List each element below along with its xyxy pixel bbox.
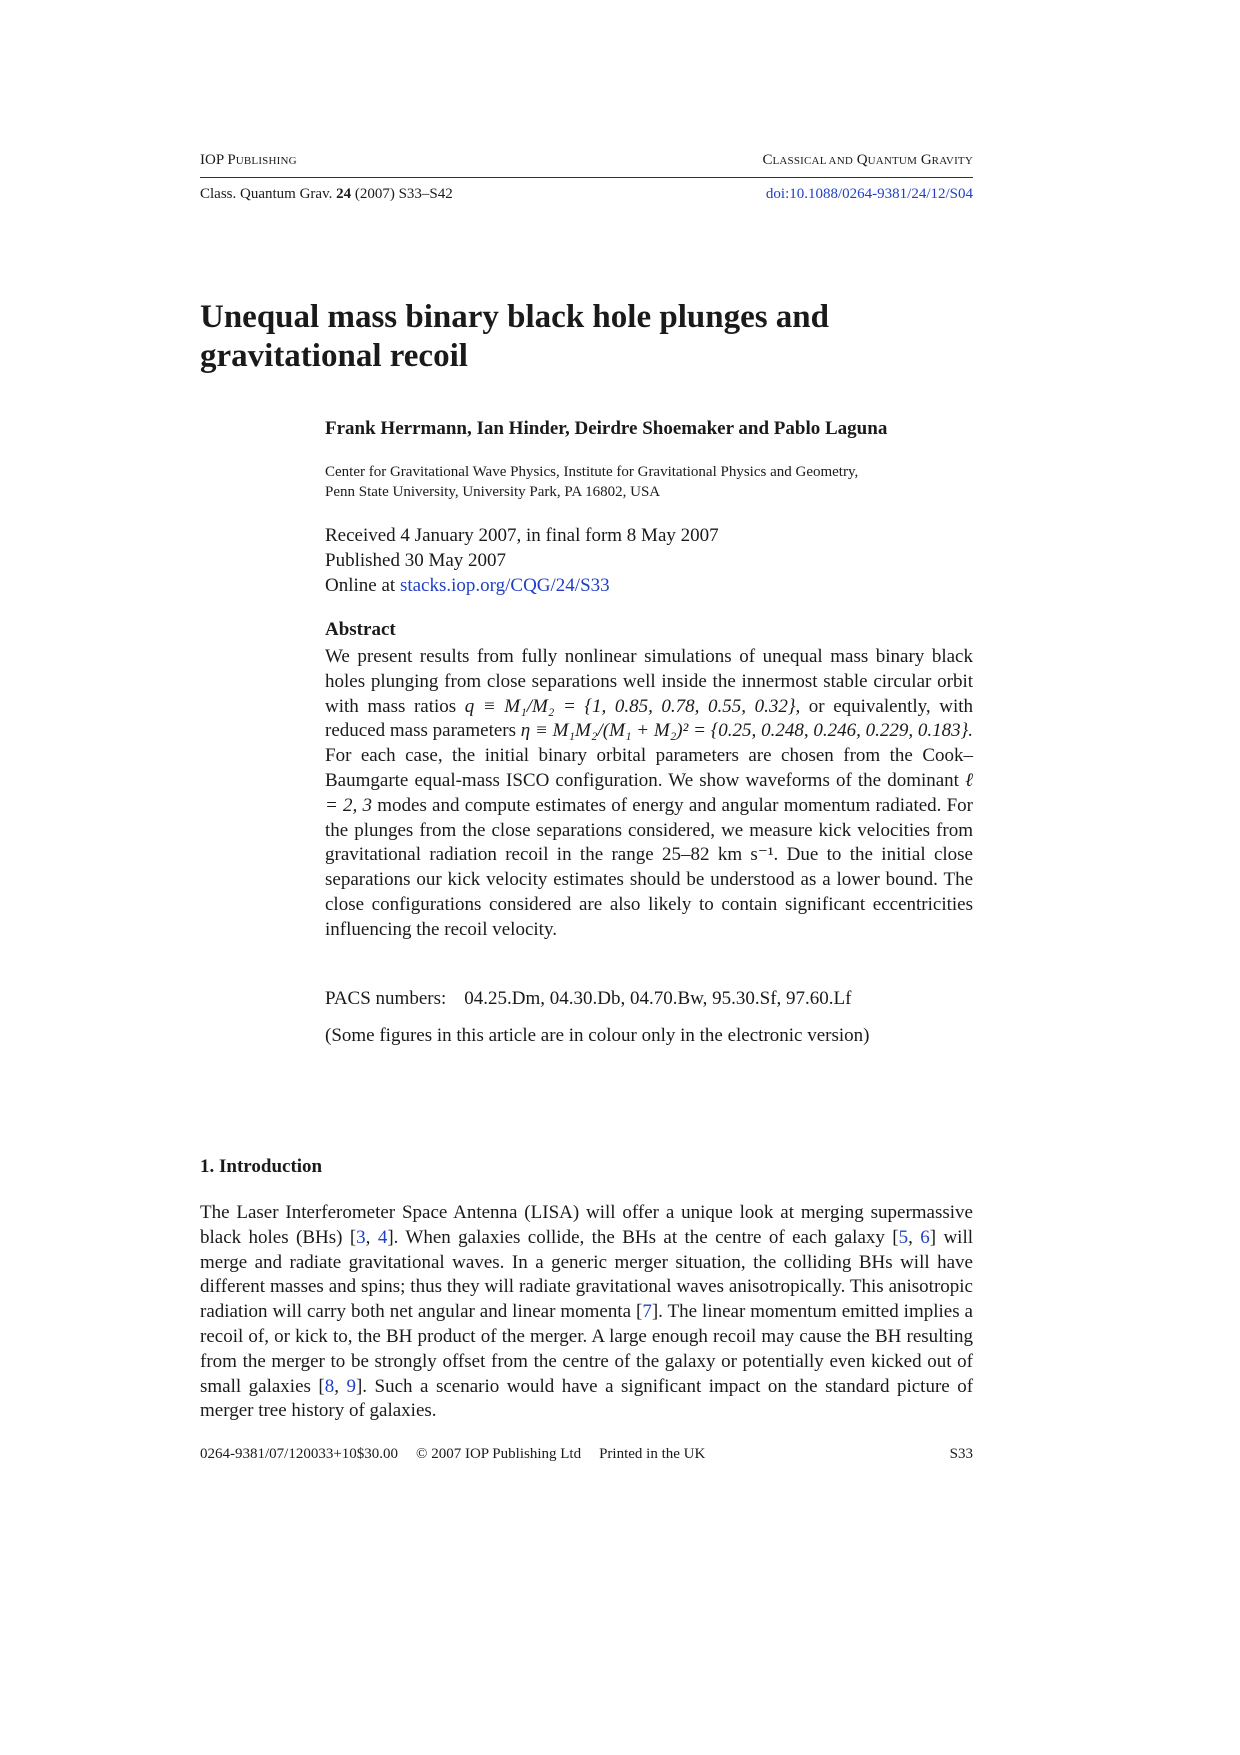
- publisher-label: IOP PUBLISHING: [200, 152, 297, 168]
- colour-note: (Some figures in this article are in colour only in the electronic version): [325, 1025, 870, 1046]
- citation: [200, 186, 453, 203]
- introduction-body: The Laser Interferometer Space Antenna (LISA) will offer a unique look at merging supermassive black holes (BHs) [3, 4]. When galaxies collide, the BHs at the centre of each galaxy [5, 6] will merge and radiate gravitational waves. In a generic merger situation, the colliding BHs will have different masses and spins; thus they will radiate gravitational waves anisotropically. This anisotropic radiation will carry both net angular and linear momenta [7]. The linear momentum emitted implies a recoil of, or kick to, the BH product of the merger. A large enough recoil may cause the BH resulting from the merger to be strongly offset from the centre of the galaxy or potentially even kicked out of small galaxies [8, 9]. Such a scenario would have a significant impact on the standard picture of merger tree history of galaxies.: [200, 1202, 974, 1422]
- journal-name: CLASSICAL AND QUANTUM GRAVITY: [762, 152, 973, 168]
- doi-link[interactable]: doi:10.1088/0264-9381/24/12/S04: [765, 186, 973, 202]
- mass-ratio-equation: q ≡ M₁/M₂ = {1, 0.85, 0.78, 0.55, 0.32},: [464, 695, 801, 717]
- intro-text-5: ]. Such a scenario would have a significant impact on the standard picture of merger tree history of galaxies.: [200, 1375, 974, 1422]
- online-prefix: Online at: [325, 575, 396, 596]
- page-number: S33: [949, 1446, 973, 1462]
- abstract-part-3: For each case, the initial binary orbital parameters are chosen from the Cook–Baumgarte equal-mass ISCO configuration. We show waveforms of the dominant: [325, 745, 973, 791]
- doi-container: [766, 186, 973, 203]
- received-date: Received 4 January 2007, in final form 8 May 2007: [325, 525, 719, 546]
- footer-copyright: © 2007 IOP Publishing Ltd: [416, 1446, 582, 1462]
- affiliation-line-1: Center for Gravitational Wave Physics, Institute for Gravitational Physics and Geometry,: [325, 464, 859, 480]
- pacs-numbers: [325, 988, 851, 1010]
- ref-link-9[interactable]: 9: [346, 1375, 356, 1397]
- intro-text-4: ]. The linear momentum emitted implies a recoil of, or kick to, the BH product of the merger. A large enough recoil may cause the BH resulting from the merger to be strongly offset from the centre of the galaxy or potentially even kicked out of small galaxies [: [200, 1301, 973, 1397]
- abstract-part-4: modes and compute estimates of energy and angular momentum radiated. For the plunges from the close separations considered, we measure kick velocities from gravitational radiation recoil in the range 25–82 km s⁻¹. Due to the initial close separations our kick velocity estimates should be understood as a lower bound. The close configurations considered are also likely to contain significant eccentricities influencing the recoil velocity.: [325, 794, 974, 940]
- ref-link-8[interactable]: 8: [324, 1375, 335, 1397]
- pacs-values: 04.25.Dm, 04.30.Db, 04.70.Bw, 95.30.Sf, 97.60.Lf: [464, 988, 852, 1009]
- pacs-label: PACS numbers:: [325, 988, 447, 1009]
- footer-printed: Printed in the UK: [599, 1446, 706, 1462]
- ref-link-3[interactable]: 3: [356, 1226, 366, 1248]
- intro-text-3: ] will merge and radiate gravitational waves. In a generic merger situation, the colliding BHs will have different masses and spins; thus they will radiate gravitational waves anisotropically. This anisotropic radiation will carry both net angular and linear momenta [: [200, 1226, 974, 1323]
- ref-link-7[interactable]: 7: [642, 1301, 652, 1323]
- citation-suffix: (2007) S33–S42: [354, 186, 453, 202]
- affiliation: [325, 462, 965, 502]
- footer-issn: 0264-9381/07/120033+10$30.00: [200, 1446, 399, 1462]
- eta-equation: η ≡ M₁M₂/(M₁ + M₂)² = {0.25, 0.248, 0.246, 0.229, 0.183}.: [520, 720, 973, 742]
- citation-prefix: Class. Quantum Grav.: [200, 186, 333, 202]
- section-heading: 1. Introduction: [200, 1156, 323, 1177]
- abstract-body: [325, 645, 973, 943]
- paper-title: Unequal mass binary black hole plunges and gravitational recoil: [200, 299, 830, 374]
- intro-text-2: ]. When galaxies collide, the BHs at the centre of each galaxy [: [387, 1226, 899, 1248]
- published-date: Published 30 May 2007: [325, 550, 507, 571]
- publication-dates: [325, 523, 719, 598]
- abstract-heading: Abstract: [325, 619, 396, 640]
- affiliation-line-2: Penn State University, University Park, PA 16802, USA: [325, 484, 661, 500]
- footer-info: [200, 1446, 705, 1463]
- abstract-part-2: or equivalently, with reduced mass parameters: [325, 695, 974, 742]
- author-list: Frank Herrmann, Ian Hinder, Deirdre Shoemaker and Pablo Laguna: [325, 418, 888, 439]
- intro-text-1: The Laser Interferometer Space Antenna (LISA) will offer a unique look at merging supermassive black holes (BHs) [: [200, 1202, 973, 1248]
- online-line: [325, 573, 719, 598]
- online-link[interactable]: stacks.iop.org/CQG/24/S33: [399, 575, 610, 596]
- ref-link-5[interactable]: 5: [898, 1226, 909, 1248]
- modes-equation: ℓ = 2, 3: [325, 769, 973, 816]
- abstract-part-1: We present results from fully nonlinear simulations of unequal mass binary black holes plunging from close separations well inside the innermost stable circular orbit with mass ratios: [325, 646, 973, 717]
- ref-link-6[interactable]: 6: [920, 1226, 930, 1248]
- citation-volume: 24: [336, 186, 352, 202]
- ref-link-4[interactable]: 4: [377, 1226, 388, 1248]
- header-rule: [200, 177, 973, 178]
